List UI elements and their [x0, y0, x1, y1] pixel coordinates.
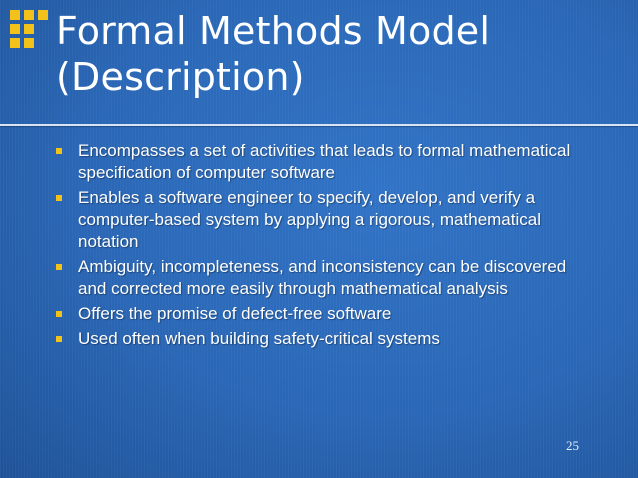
- page-number: 25: [566, 438, 579, 453]
- square-bullet-icon: [56, 195, 62, 201]
- yellow-square-grid-icon: [10, 10, 50, 50]
- bullet-item: [52, 256, 584, 300]
- bullet-item: [52, 140, 584, 184]
- square-bullet-icon: [56, 336, 62, 342]
- logo-square: [24, 38, 34, 48]
- logo-square: [24, 24, 34, 34]
- logo-square: [38, 10, 48, 20]
- bullet-text: Ambiguity, incompleteness, and inconsistency can be discovered and corrected more easily through mathematical analysis: [78, 257, 567, 298]
- logo-square: [24, 10, 34, 20]
- bullet-text: Encompasses a set of activities that leads to formal mathematical specification of computer software: [78, 141, 571, 182]
- bullet-item: [52, 303, 584, 325]
- square-bullet-icon: [56, 148, 62, 154]
- logo-square: [10, 24, 20, 34]
- bullet-text: Enables a software engineer to specify, develop, and verify a computer-based system by applying a rigorous, mathematical notation: [78, 188, 541, 251]
- slide-title: [56, 8, 616, 100]
- title-divider: [0, 124, 638, 126]
- bullet-list: [52, 140, 584, 353]
- square-bullet-icon: [56, 264, 62, 270]
- bullet-text: Used often when building safety-critical systems: [78, 329, 440, 348]
- bullet-text: Offers the promise of defect-free software: [78, 304, 392, 323]
- slide-title-line-2: (Description): [56, 55, 305, 99]
- logo-square: [10, 38, 20, 48]
- slide-title-line-1: Formal Methods Model: [56, 9, 491, 53]
- bullet-item: [52, 328, 584, 350]
- bullet-item: [52, 187, 584, 253]
- square-bullet-icon: [56, 311, 62, 317]
- logo-square: [10, 10, 20, 20]
